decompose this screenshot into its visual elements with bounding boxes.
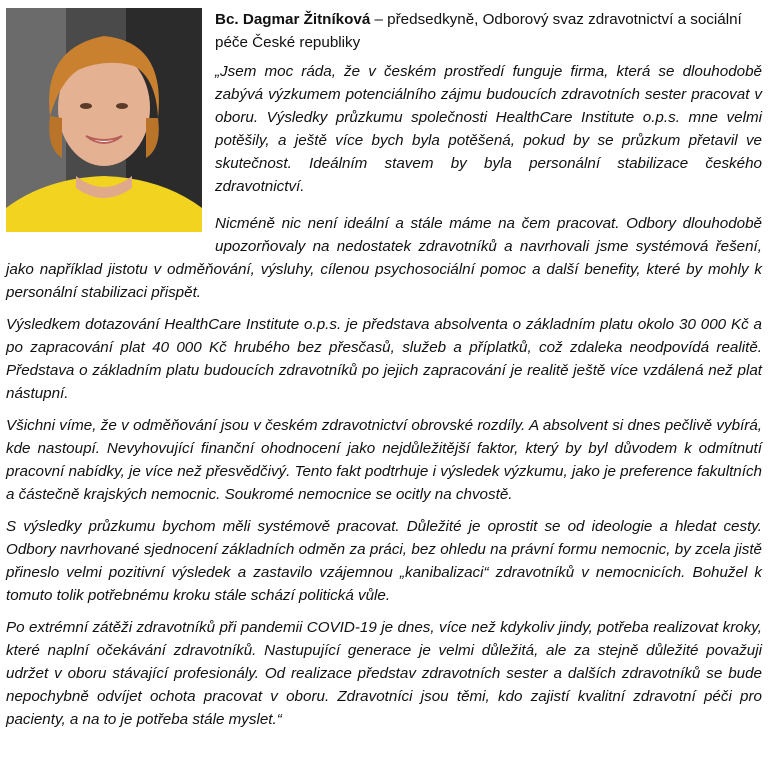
quote-paragraph-5: S výsledky průzkumu bychom měli systémově pracovat. Důležité je oprostit se od ideologie a hledat cesty. Odbory navrhované sjednocení základních odměn za práci, bez ohledu na právní formu nemocnic, by zcela jistě přineslo velmi pozitivní výsledek a zastavilo vzájemnou „kanibalizaci“ zdravotníků v nemocnicích. Bohužel k tomuto tolik potřebnému kroku stále schází politická vůle. (6, 518, 762, 604)
article (6, 8, 762, 740)
portrait-photo (6, 8, 202, 232)
quote-paragraph-2: Nicméně nic není ideální a stále máme na čem pracovat. Odbory dlouhodobě upozorňovaly na nedostatek zdravotníků a navrhovali jsme systémová řešení, jako například jistotu v odměňování, výsluhy, cílenou psychosociální pomoc a další benefity, které by mohly k personální stabilizaci přispět. (6, 215, 762, 301)
quote-paragraph-4: Všichni víme, že v odměňování jsou v českém zdravotnictví obrovské rozdíly. A absolvent si dnes pečlivě vybírá, kde nastoupí. Nevyhovující finanční ohodnocení jako nejdůležitější faktor, který by byl důvodem k odmítnutí pracovní nabídky, je více než přesvědčivý. Tento fakt podtrhuje i výsledek výzkumu, jako je preference fakultních a částečně krajských nemocnic. Soukromé nemocnice se ocitly na chvostě. (6, 417, 762, 503)
quote-paragraph-1: „Jsem moc ráda, že v českém prostředí funguje firma, která se dlouhodobě zabývá výzkumem potenciálního zájmu budoucích zdravotních sester pracovat v oboru. Výsledky průzkumu společnosti HealthCare Institute o.p.s. mne velmi potěšily, a ještě více bych byla potěšená, pokud by se průzkum přetavil ve skutečnost. Ideálním stavem by byla personální stabilizace českého zdravotnictví. (215, 63, 762, 195)
portrait-icon (6, 8, 202, 232)
quote-paragraph-3: Výsledkem dotazování HealthCare Institute o.p.s. je představa absolventa o základním platu okolo 30 000 Kč a po zapracování plat 40 000 Kč hrubého bez přesčasů, služeb a příplatků, což zdaleka neodpovídá realitě. Představa o základním platu budoucích zdravotníků po jejich zapracování je realitě ještě více vzdálená než plat nástupní. (6, 316, 762, 402)
speaker-title: – předsedkyně, Odborový svaz zdravotnictví a sociální péče České republiky (215, 11, 742, 51)
quote-paragraph-6: Po extrémní zátěži zdravotníků při pandemii COVID-19 je dnes, více než kdykoliv jindy, potřeba realizovat kroky, které naplní očekávání zdravotníků. Nastupující generace je velmi důležitá, ale za stejně důležité považuji udržet v oboru stávající profesionály. Od realizace představ zdravotních sester a dalších zdravotníků se bude nepochybně odvíjet ochota pracovat v oboru. Zdravotníci jsou těmi, kdo zajistí kvalitní zdravotní péči pro pacienty, a na to je potřeba stále myslet.“ (6, 619, 762, 728)
speaker-name: Bc. Dagmar Žitníková (215, 11, 371, 28)
